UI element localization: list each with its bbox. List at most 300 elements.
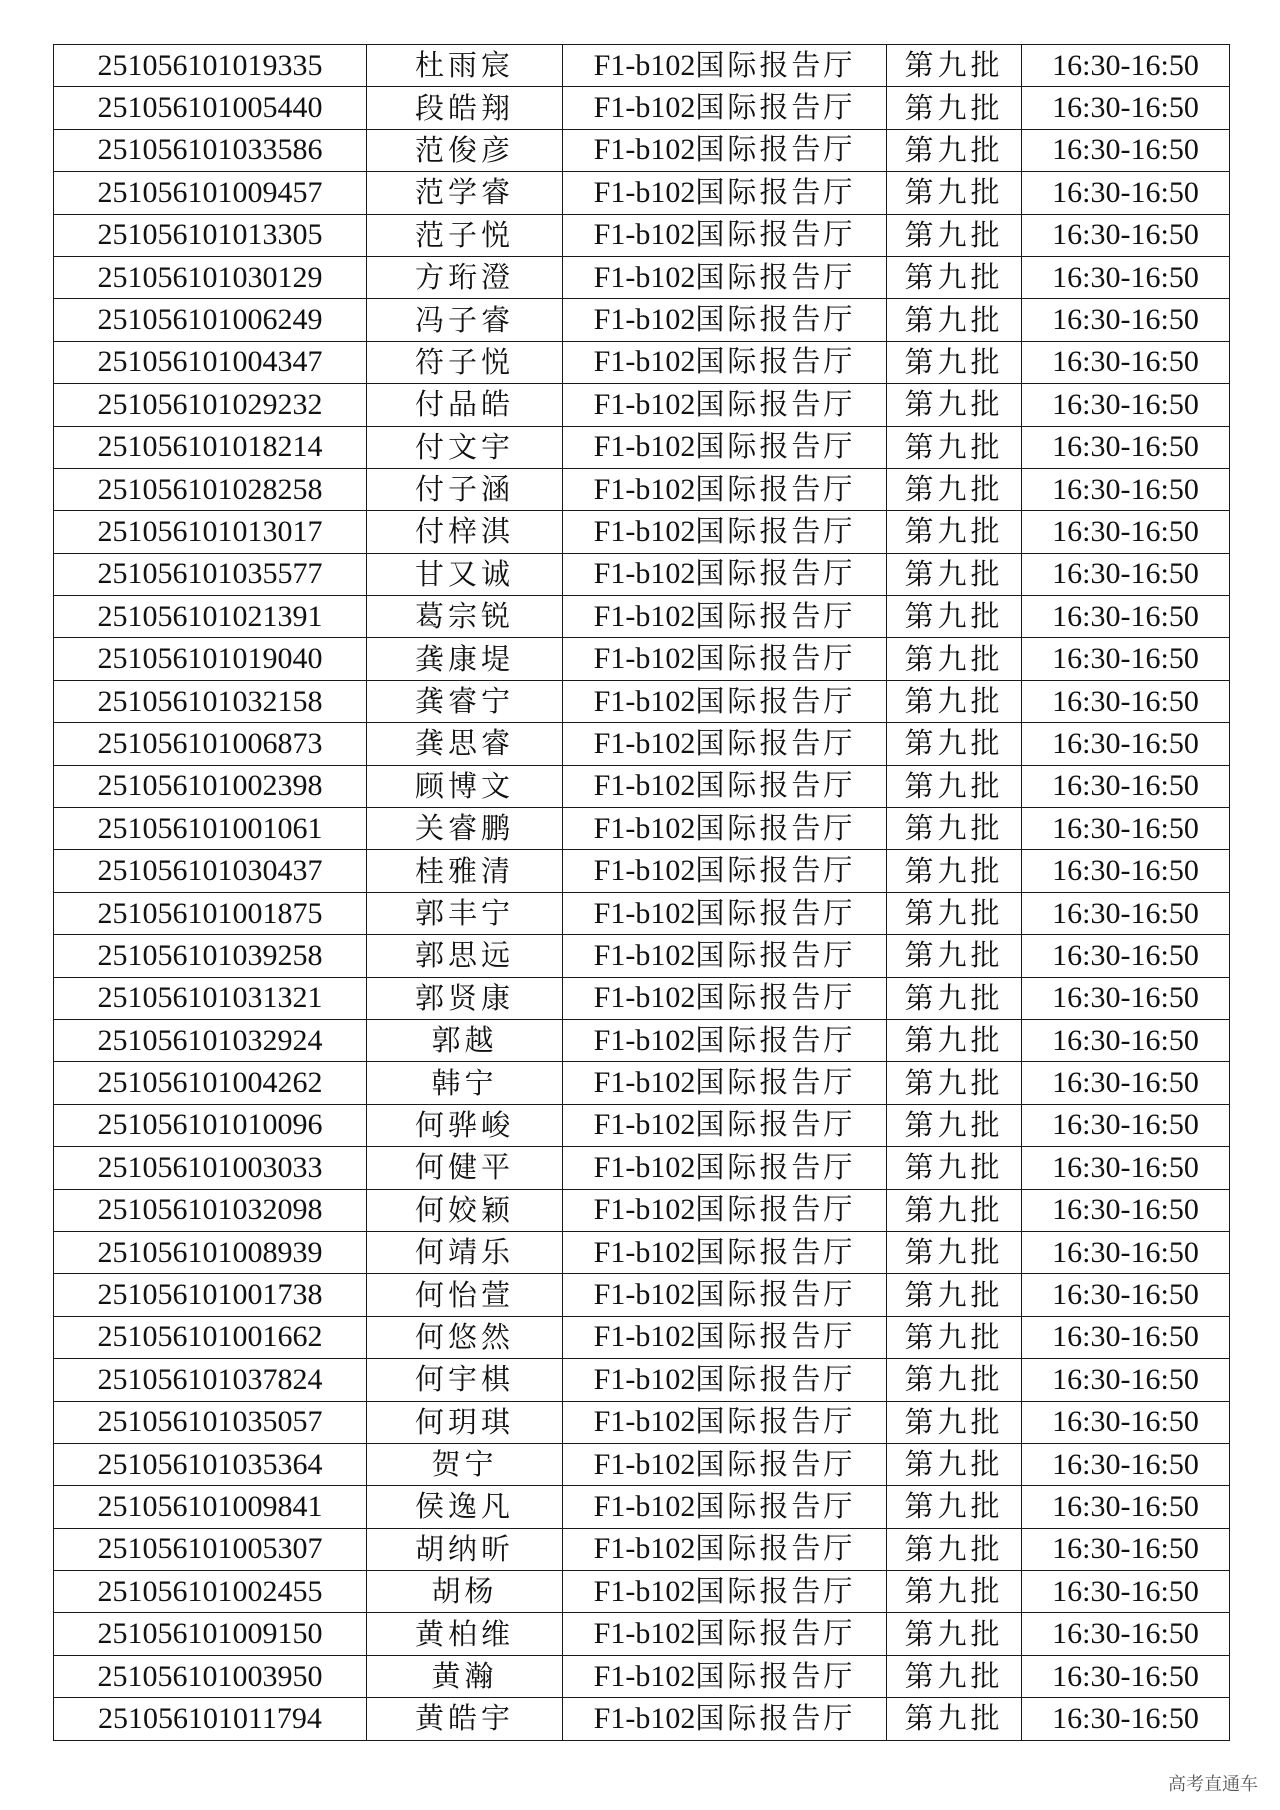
venue-cell (563, 765, 887, 807)
venue-hall-name: 国际报告厅 (695, 1107, 856, 1142)
venue-hall-name: 国际报告厅 (695, 1277, 856, 1312)
venue-room-code: F1-b102 (593, 642, 696, 676)
venue-cell (563, 553, 887, 595)
batch-cell: 第九批 (887, 511, 1022, 553)
table-row (54, 680, 1230, 722)
venue-room-code: F1-b102 (593, 981, 696, 1015)
candidate-id-cell: 251056101035364 (54, 1443, 367, 1485)
venue-cell (563, 1443, 887, 1485)
venue-hall-name: 国际报告厅 (695, 1616, 856, 1651)
candidate-id-cell: 251056101030437 (54, 850, 367, 892)
venue-room-code: F1-b102 (593, 1405, 696, 1439)
candidate-name-cell: 符子悦 (367, 341, 563, 383)
venue-room-code: F1-b102 (593, 303, 696, 337)
venue-room-code: F1-b102 (593, 1701, 696, 1735)
venue-hall-name: 国际报告厅 (695, 810, 856, 845)
candidate-name-cell: 郭贤康 (367, 977, 563, 1019)
venue-cell (563, 87, 887, 129)
table-row (54, 765, 1230, 807)
time-slot-cell: 16:30-16:50 (1022, 468, 1230, 510)
time-slot-cell: 16:30-16:50 (1022, 765, 1230, 807)
time-slot-cell: 16:30-16:50 (1022, 172, 1230, 214)
time-slot-cell: 16:30-16:50 (1022, 384, 1230, 426)
table-row (54, 172, 1230, 214)
candidate-id-cell: 251056101004347 (54, 341, 367, 383)
candidate-id-cell: 251056101018214 (54, 426, 367, 468)
venue-cell (563, 977, 887, 1019)
table-row (54, 1401, 1230, 1443)
time-slot-cell: 16:30-16:50 (1022, 1698, 1230, 1740)
venue-cell (563, 935, 887, 977)
candidate-id-cell: 251056101032924 (54, 1019, 367, 1061)
batch-cell: 第九批 (887, 1104, 1022, 1146)
venue-cell (563, 723, 887, 765)
table-row (54, 1189, 1230, 1231)
table-row (54, 1571, 1230, 1613)
time-slot-cell: 16:30-16:50 (1022, 129, 1230, 171)
venue-room-code: F1-b102 (593, 260, 696, 294)
candidate-id-cell: 251056101006249 (54, 299, 367, 341)
candidate-id-cell: 251056101001061 (54, 808, 367, 850)
candidate-id-cell: 251056101001875 (54, 892, 367, 934)
candidate-id-cell: 251056101009841 (54, 1486, 367, 1528)
candidate-id-cell: 251056101009457 (54, 172, 367, 214)
venue-room-code: F1-b102 (593, 896, 696, 930)
candidate-name-cell: 何靖乐 (367, 1231, 563, 1273)
table-row (54, 341, 1230, 383)
batch-cell: 第九批 (887, 1401, 1022, 1443)
time-slot-cell: 16:30-16:50 (1022, 1359, 1230, 1401)
batch-cell: 第九批 (887, 341, 1022, 383)
batch-cell: 第九批 (887, 1062, 1022, 1104)
table-row (54, 808, 1230, 850)
venue-cell (563, 680, 887, 722)
venue-hall-name: 国际报告厅 (695, 598, 856, 633)
table-row (54, 426, 1230, 468)
venue-hall-name: 国际报告厅 (695, 1361, 856, 1396)
time-slot-cell: 16:30-16:50 (1022, 1443, 1230, 1485)
venue-room-code: F1-b102 (593, 684, 696, 718)
venue-cell (563, 468, 887, 510)
time-slot-cell: 16:30-16:50 (1022, 1231, 1230, 1273)
candidate-name-cell: 关睿鹏 (367, 808, 563, 850)
candidate-name-cell: 郭丰宁 (367, 892, 563, 934)
candidate-name-cell: 黄瀚 (367, 1655, 563, 1697)
candidate-id-cell: 251056101001738 (54, 1274, 367, 1316)
venue-cell (563, 1401, 887, 1443)
venue-hall-name: 国际报告厅 (695, 1531, 856, 1566)
venue-cell (563, 1571, 887, 1613)
batch-cell: 第九批 (887, 1528, 1022, 1570)
candidate-id-cell: 251056101009150 (54, 1613, 367, 1655)
candidate-name-cell: 顾博文 (367, 765, 563, 807)
batch-cell: 第九批 (887, 892, 1022, 934)
candidate-name-cell: 龚康堤 (367, 638, 563, 680)
candidate-id-cell: 251056101002455 (54, 1571, 367, 1613)
venue-hall-name: 国际报告厅 (695, 1404, 856, 1439)
venue-cell (563, 1231, 887, 1273)
venue-room-code: F1-b102 (593, 133, 696, 167)
time-slot-cell: 16:30-16:50 (1022, 256, 1230, 298)
candidate-name-cell: 何姣颖 (367, 1189, 563, 1231)
batch-cell: 第九批 (887, 935, 1022, 977)
candidate-id-cell: 251056101035577 (54, 553, 367, 595)
time-slot-cell: 16:30-16:50 (1022, 1401, 1230, 1443)
table-row (54, 1655, 1230, 1697)
table-row (54, 935, 1230, 977)
venue-hall-name: 国际报告厅 (695, 641, 856, 676)
venue-cell (563, 1189, 887, 1231)
candidate-id-cell: 251056101035057 (54, 1401, 367, 1443)
venue-cell (563, 1019, 887, 1061)
venue-hall-name: 国际报告厅 (695, 853, 856, 888)
candidate-name-cell: 龚思睿 (367, 723, 563, 765)
venue-room-code: F1-b102 (593, 769, 696, 803)
time-slot-cell: 16:30-16:50 (1022, 1571, 1230, 1613)
batch-cell: 第九批 (887, 680, 1022, 722)
candidate-id-cell: 251056101032098 (54, 1189, 367, 1231)
candidate-name-cell: 何玥琪 (367, 1401, 563, 1443)
batch-cell: 第九批 (887, 468, 1022, 510)
venue-cell (563, 1274, 887, 1316)
venue-hall-name: 国际报告厅 (695, 471, 856, 506)
candidate-id-cell: 251056101013017 (54, 511, 367, 553)
venue-hall-name: 国际报告厅 (695, 1573, 856, 1608)
table-row (54, 468, 1230, 510)
batch-cell: 第九批 (887, 299, 1022, 341)
candidate-id-cell: 251056101029232 (54, 384, 367, 426)
time-slot-cell: 16:30-16:50 (1022, 1274, 1230, 1316)
table-row (54, 1613, 1230, 1655)
batch-cell: 第九批 (887, 172, 1022, 214)
time-slot-cell: 16:30-16:50 (1022, 850, 1230, 892)
candidate-id-cell: 251056101019040 (54, 638, 367, 680)
batch-cell: 第九批 (887, 808, 1022, 850)
venue-cell (563, 1359, 887, 1401)
candidate-name-cell: 黄皓宇 (367, 1698, 563, 1740)
venue-room-code: F1-b102 (593, 1150, 696, 1184)
time-slot-cell: 16:30-16:50 (1022, 1528, 1230, 1570)
venue-hall-name: 国际报告厅 (695, 895, 856, 930)
time-slot-cell: 16:30-16:50 (1022, 596, 1230, 638)
batch-cell: 第九批 (887, 1231, 1022, 1273)
venue-cell (563, 299, 887, 341)
venue-cell (563, 1613, 887, 1655)
candidate-id-cell: 251056101030129 (54, 256, 367, 298)
venue-cell (563, 1698, 887, 1740)
candidate-name-cell: 胡纳昕 (367, 1528, 563, 1570)
venue-cell (563, 384, 887, 426)
candidate-id-cell: 251056101031321 (54, 977, 367, 1019)
venue-room-code: F1-b102 (593, 1108, 696, 1142)
venue-room-code: F1-b102 (593, 1023, 696, 1057)
candidate-id-cell: 251056101010096 (54, 1104, 367, 1146)
venue-room-code: F1-b102 (593, 1447, 696, 1481)
candidate-id-cell: 251056101003033 (54, 1147, 367, 1189)
table-row (54, 723, 1230, 765)
venue-cell (563, 808, 887, 850)
venue-cell (563, 1528, 887, 1570)
table-row (54, 1528, 1230, 1570)
candidate-name-cell: 付子涵 (367, 468, 563, 510)
candidate-name-cell: 何骅峻 (367, 1104, 563, 1146)
candidate-name-cell: 贺宁 (367, 1443, 563, 1485)
venue-room-code: F1-b102 (593, 1278, 696, 1312)
batch-cell: 第九批 (887, 723, 1022, 765)
venue-hall-name: 国际报告厅 (695, 1022, 856, 1057)
time-slot-cell: 16:30-16:50 (1022, 45, 1230, 87)
venue-room-code: F1-b102 (593, 472, 696, 506)
venue-hall-name: 国际报告厅 (695, 344, 856, 379)
venue-room-code: F1-b102 (593, 1362, 696, 1396)
time-slot-cell: 16:30-16:50 (1022, 1486, 1230, 1528)
time-slot-cell: 16:30-16:50 (1022, 214, 1230, 256)
venue-hall-name: 国际报告厅 (695, 1488, 856, 1523)
venue-cell (563, 1147, 887, 1189)
venue-hall-name: 国际报告厅 (695, 132, 856, 167)
venue-room-code: F1-b102 (593, 430, 696, 464)
venue-room-code: F1-b102 (593, 938, 696, 972)
candidate-id-cell: 251056101003950 (54, 1655, 367, 1697)
venue-room-code: F1-b102 (593, 387, 696, 421)
batch-cell: 第九批 (887, 638, 1022, 680)
time-slot-cell: 16:30-16:50 (1022, 1316, 1230, 1358)
table-row (54, 1274, 1230, 1316)
candidate-name-cell: 甘又诚 (367, 553, 563, 595)
venue-room-code: F1-b102 (593, 1193, 696, 1227)
candidate-id-cell: 251056101019335 (54, 45, 367, 87)
candidate-id-cell: 251056101033586 (54, 129, 367, 171)
table-row (54, 214, 1230, 256)
batch-cell: 第九批 (887, 214, 1022, 256)
venue-cell (563, 511, 887, 553)
venue-hall-name: 国际报告厅 (695, 1446, 856, 1481)
venue-room-code: F1-b102 (593, 557, 696, 591)
table-row (54, 1062, 1230, 1104)
candidate-id-cell: 251056101004262 (54, 1062, 367, 1104)
table-row (54, 1231, 1230, 1273)
candidate-name-cell: 桂雅清 (367, 850, 563, 892)
time-slot-cell: 16:30-16:50 (1022, 680, 1230, 722)
time-slot-cell: 16:30-16:50 (1022, 808, 1230, 850)
table-row (54, 596, 1230, 638)
table-row (54, 256, 1230, 298)
venue-room-code: F1-b102 (593, 726, 696, 760)
batch-cell: 第九批 (887, 129, 1022, 171)
candidate-name-cell: 何怡萱 (367, 1274, 563, 1316)
candidate-id-cell: 251056101008939 (54, 1231, 367, 1273)
venue-hall-name: 国际报告厅 (695, 1149, 856, 1184)
time-slot-cell: 16:30-16:50 (1022, 1613, 1230, 1655)
time-slot-cell: 16:30-16:50 (1022, 553, 1230, 595)
batch-cell: 第九批 (887, 1698, 1022, 1740)
candidate-name-cell: 葛宗锐 (367, 596, 563, 638)
time-slot-cell: 16:30-16:50 (1022, 977, 1230, 1019)
candidate-id-cell: 251056101011794 (54, 1698, 367, 1740)
candidate-id-cell: 251056101028258 (54, 468, 367, 510)
candidate-name-cell: 胡杨 (367, 1571, 563, 1613)
venue-hall-name: 国际报告厅 (695, 556, 856, 591)
venue-cell (563, 1062, 887, 1104)
table-row (54, 553, 1230, 595)
batch-cell: 第九批 (887, 1316, 1022, 1358)
venue-hall-name: 国际报告厅 (695, 980, 856, 1015)
table-row (54, 87, 1230, 129)
candidate-name-cell: 黄柏维 (367, 1613, 563, 1655)
table-row (54, 977, 1230, 1019)
venue-cell (563, 1655, 887, 1697)
watermark-text: 高考直通车 (1168, 1774, 1258, 1795)
table-row (54, 1104, 1230, 1146)
candidate-name-cell: 杜雨宸 (367, 45, 563, 87)
candidate-name-cell: 方珩澄 (367, 256, 563, 298)
venue-hall-name: 国际报告厅 (695, 937, 856, 972)
batch-cell: 第九批 (887, 45, 1022, 87)
batch-cell: 第九批 (887, 553, 1022, 595)
venue-room-code: F1-b102 (593, 1532, 696, 1566)
candidate-id-cell: 251056101005307 (54, 1528, 367, 1570)
venue-cell (563, 45, 887, 87)
time-slot-cell: 16:30-16:50 (1022, 1019, 1230, 1061)
table-row (54, 1019, 1230, 1061)
batch-cell: 第九批 (887, 1443, 1022, 1485)
venue-hall-name: 国际报告厅 (695, 725, 856, 760)
candidate-id-cell: 251056101001662 (54, 1316, 367, 1358)
venue-hall-name: 国际报告厅 (695, 386, 856, 421)
venue-hall-name: 国际报告厅 (695, 768, 856, 803)
roster-sheet (53, 44, 1229, 1741)
candidate-name-cell: 范俊彦 (367, 129, 563, 171)
candidate-id-cell: 251056101037824 (54, 1359, 367, 1401)
venue-cell (563, 638, 887, 680)
batch-cell: 第九批 (887, 596, 1022, 638)
batch-cell: 第九批 (887, 765, 1022, 807)
venue-room-code: F1-b102 (593, 599, 696, 633)
table-row (54, 299, 1230, 341)
batch-cell: 第九批 (887, 1359, 1022, 1401)
candidate-id-cell: 251056101013305 (54, 214, 367, 256)
venue-room-code: F1-b102 (593, 811, 696, 845)
venue-room-code: F1-b102 (593, 1320, 696, 1354)
batch-cell: 第九批 (887, 1486, 1022, 1528)
time-slot-cell: 16:30-16:50 (1022, 892, 1230, 934)
venue-room-code: F1-b102 (593, 1066, 696, 1100)
candidate-name-cell: 付文宇 (367, 426, 563, 468)
time-slot-cell: 16:30-16:50 (1022, 511, 1230, 553)
candidate-name-cell: 龚睿宁 (367, 680, 563, 722)
time-slot-cell: 16:30-16:50 (1022, 87, 1230, 129)
venue-hall-name: 国际报告厅 (695, 1065, 856, 1100)
candidate-id-cell: 251056101039258 (54, 935, 367, 977)
time-slot-cell: 16:30-16:50 (1022, 638, 1230, 680)
candidate-name-cell: 冯子睿 (367, 299, 563, 341)
candidate-name-cell: 侯逸凡 (367, 1486, 563, 1528)
roster-table-body (54, 45, 1230, 1741)
batch-cell: 第九批 (887, 1655, 1022, 1697)
table-row (54, 1443, 1230, 1485)
time-slot-cell: 16:30-16:50 (1022, 1189, 1230, 1231)
table-row (54, 850, 1230, 892)
batch-cell: 第九批 (887, 87, 1022, 129)
venue-hall-name: 国际报告厅 (695, 1234, 856, 1269)
time-slot-cell: 16:30-16:50 (1022, 935, 1230, 977)
candidate-id-cell: 251056101002398 (54, 765, 367, 807)
venue-hall-name: 国际报告厅 (695, 174, 856, 209)
time-slot-cell: 16:30-16:50 (1022, 1104, 1230, 1146)
venue-hall-name: 国际报告厅 (695, 217, 856, 252)
venue-hall-name: 国际报告厅 (695, 513, 856, 548)
venue-cell (563, 850, 887, 892)
venue-cell (563, 1316, 887, 1358)
venue-hall-name: 国际报告厅 (695, 429, 856, 464)
time-slot-cell: 16:30-16:50 (1022, 299, 1230, 341)
venue-hall-name: 国际报告厅 (695, 259, 856, 294)
venue-hall-name: 国际报告厅 (695, 683, 856, 718)
batch-cell: 第九批 (887, 256, 1022, 298)
time-slot-cell: 16:30-16:50 (1022, 1062, 1230, 1104)
venue-cell (563, 1486, 887, 1528)
candidate-name-cell: 范子悦 (367, 214, 563, 256)
time-slot-cell: 16:30-16:50 (1022, 341, 1230, 383)
venue-hall-name: 国际报告厅 (695, 1700, 856, 1735)
candidate-id-cell: 251056101006873 (54, 723, 367, 765)
batch-cell: 第九批 (887, 1189, 1022, 1231)
venue-cell (563, 1104, 887, 1146)
venue-room-code: F1-b102 (593, 48, 696, 82)
venue-cell (563, 172, 887, 214)
venue-cell (563, 214, 887, 256)
venue-cell (563, 596, 887, 638)
time-slot-cell: 16:30-16:50 (1022, 1147, 1230, 1189)
venue-hall-name: 国际报告厅 (695, 302, 856, 337)
table-row (54, 1359, 1230, 1401)
venue-room-code: F1-b102 (593, 175, 696, 209)
table-row (54, 511, 1230, 553)
venue-hall-name: 国际报告厅 (695, 1658, 856, 1693)
venue-cell (563, 129, 887, 171)
venue-room-code: F1-b102 (593, 514, 696, 548)
table-row (54, 1698, 1230, 1740)
candidate-name-cell: 段皓翔 (367, 87, 563, 129)
candidate-name-cell: 范学睿 (367, 172, 563, 214)
venue-hall-name: 国际报告厅 (695, 1192, 856, 1227)
candidate-name-cell: 郭越 (367, 1019, 563, 1061)
venue-cell (563, 892, 887, 934)
venue-cell (563, 341, 887, 383)
table-row (54, 638, 1230, 680)
table-row (54, 892, 1230, 934)
venue-room-code: F1-b102 (593, 218, 696, 252)
time-slot-cell: 16:30-16:50 (1022, 1655, 1230, 1697)
table-row (54, 1147, 1230, 1189)
batch-cell: 第九批 (887, 1019, 1022, 1061)
candidate-id-cell: 251056101021391 (54, 596, 367, 638)
table-row (54, 1316, 1230, 1358)
venue-room-code: F1-b102 (593, 1235, 696, 1269)
time-slot-cell: 16:30-16:50 (1022, 723, 1230, 765)
roster-table (53, 44, 1230, 1741)
candidate-name-cell: 郭思远 (367, 935, 563, 977)
batch-cell: 第九批 (887, 1613, 1022, 1655)
candidate-name-cell: 付梓淇 (367, 511, 563, 553)
venue-room-code: F1-b102 (593, 1617, 696, 1651)
venue-hall-name: 国际报告厅 (695, 1319, 856, 1354)
table-row (54, 384, 1230, 426)
candidate-id-cell: 251056101032158 (54, 680, 367, 722)
candidate-name-cell: 何健平 (367, 1147, 563, 1189)
batch-cell: 第九批 (887, 1274, 1022, 1316)
candidate-name-cell: 付品皓 (367, 384, 563, 426)
